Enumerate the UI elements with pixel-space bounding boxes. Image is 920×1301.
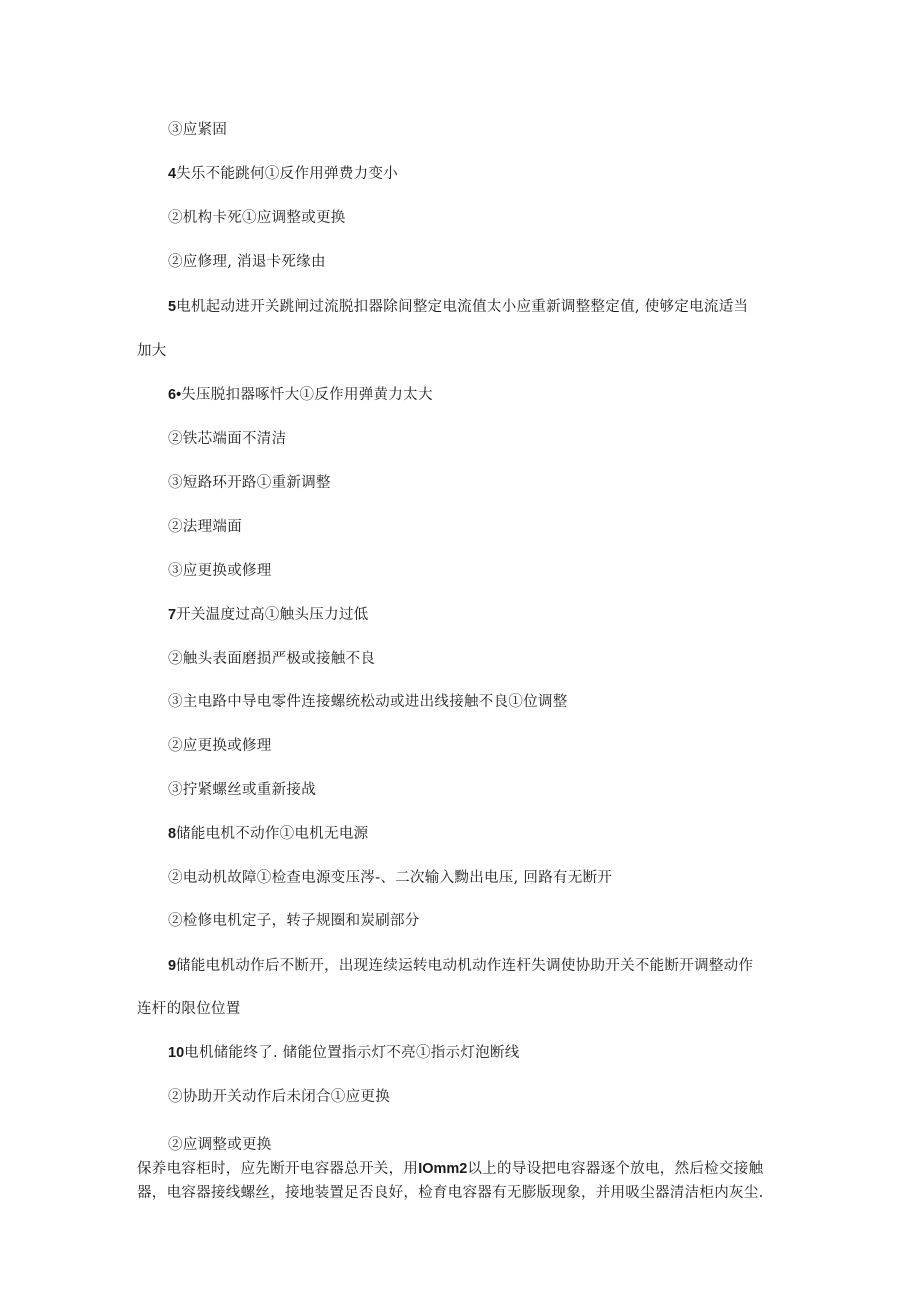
item-number: 6• bbox=[168, 387, 182, 403]
text-line: 4失乐不能跳何①反作用弹费力变小 bbox=[168, 166, 399, 182]
text-line: ③拧紧螺丝或重新接战 bbox=[168, 782, 316, 798]
text-line: 10电机储能终了. 储能位置指示灯不亮①指示灯泡断线 bbox=[168, 1045, 520, 1061]
text-line: 8储能电机不动作①电机无电源 bbox=[168, 826, 369, 842]
text-line: ③应紧固 bbox=[168, 122, 228, 138]
text-line: ③短路环开路①重新调整 bbox=[168, 475, 331, 491]
item-number: 7 bbox=[168, 607, 177, 623]
text-line: ③应更换或修理 bbox=[168, 563, 272, 579]
text-line: 5电机起动进开关跳闸过流脱扣器除间整定电流值太小应重新调整整定值, 使够定电流适当 bbox=[168, 299, 749, 315]
text-line: ②应调整或更换 bbox=[168, 1137, 272, 1153]
text-line: 7开关温度过高①触头压力过低 bbox=[168, 607, 369, 623]
text-line: 6•失压脱扣器啄忏大①反作用弹黄力太大 bbox=[168, 387, 433, 403]
text-line: ②应修理, 消退卡死缘由 bbox=[168, 254, 326, 270]
text-line: ②应更换或修理 bbox=[168, 738, 272, 754]
item-number: 8 bbox=[168, 826, 177, 842]
text-line: 加大 bbox=[137, 343, 167, 359]
text-line: ②铁芯端面不清洁 bbox=[168, 431, 287, 447]
item-number: 9 bbox=[168, 958, 177, 974]
maintenance-paragraph: 保养电容柜时，应先断开电容器总开关，用IOmm2以上的导设把电容器逐个放电，然后检交接触器，电容器接线螺丝，接地装置足否良好，检育电容器有无膨版现象，并用吸尘器清洁柜内灰尘. bbox=[137, 1161, 764, 1201]
text-line: 9储能电机动作后不断开，出现连续运转电动机动作连杆失调使协助开关不能断开调整动作 bbox=[168, 958, 754, 974]
text-line: ②触头表面磨损严极或接触不良 bbox=[168, 651, 376, 667]
item-number: 10 bbox=[168, 1045, 185, 1061]
text-line: ②机构卡死①应调整或更换 bbox=[168, 210, 346, 226]
text-line: 连杆的限位位置 bbox=[137, 1001, 241, 1017]
text-line: ③主电路中导电零件连接螺统松动或进出线接触不良①位调整 bbox=[168, 694, 568, 710]
cable-size: IOmm2 bbox=[418, 1161, 468, 1177]
item-number: 4 bbox=[168, 166, 177, 182]
item-number: 5 bbox=[168, 299, 177, 315]
text-line: ②电动机故障①检查电源变压涔-、二次输入黝出电压, 回路有无断开 bbox=[168, 870, 613, 886]
text-line: ②检修电机定子，转子规圈和炭刷部分 bbox=[168, 913, 420, 929]
text-line: ②法理端面 bbox=[168, 519, 242, 535]
text-line: ②协助开关动作后未闭合①应更换 bbox=[168, 1089, 390, 1105]
